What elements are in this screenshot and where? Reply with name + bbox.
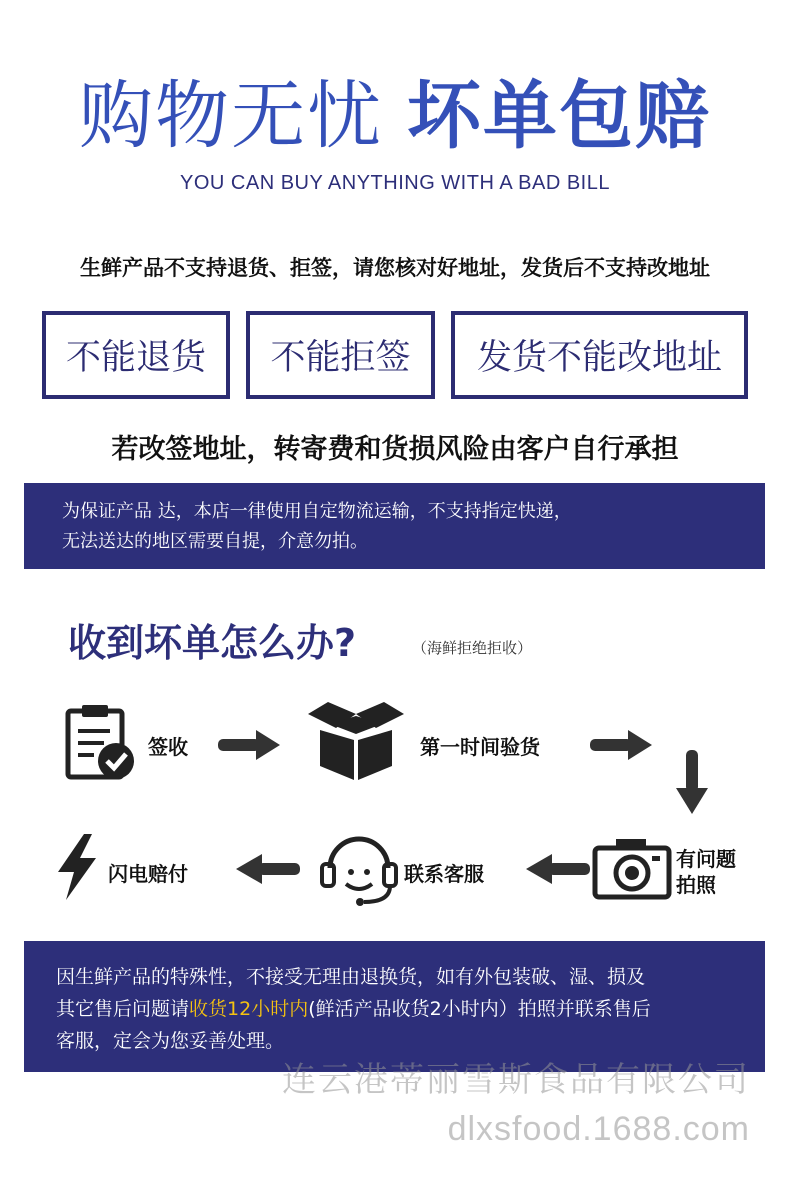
step-compensate: 闪电赔付 [108,862,188,886]
step-inspect: 第一时间验货 [420,735,540,759]
aftersale-highlight: 收货12小时内 [189,998,309,1020]
watermark-site: dlxsfood.1688.com [447,1110,750,1148]
step-sign: 签收 [148,735,188,759]
watermark-company: 连云港蒂丽雪斯食品有限公司 [282,1060,750,1100]
shipping-note-line1: 为保证产品 达，本店一律使用自定物流运输，不支持指定快递， [62,501,572,522]
shipping-note-line2: 无法送达的地区需要自提，介意勿拍。 [62,531,368,552]
policy-no-address-change: 发货不能改地址 [451,311,748,399]
arrow-left-icon [234,852,302,886]
headset-icon [318,834,400,908]
process-heading: 收到坏单怎么办? [68,621,357,665]
arrow-left-icon [524,852,592,886]
title-light: 购物无忧 [79,73,383,159]
title-bold: 坏单包赔 [407,73,711,159]
camera-icon [592,836,672,900]
box-icon [306,700,406,782]
arrow-down-icon [674,748,710,816]
policy-no-return: 不能退货 [42,311,230,399]
return-notice: 生鲜产品不支持退货、拒签，请您核对好地址，发货后不支持改地址 [80,256,710,280]
aftersale-line1: 因生鲜产品的特殊性，不接受无理由退换货，如有外包装破、湿、损及 [56,966,646,988]
aftersale-line2-a: 其它售后问题请 [56,998,190,1020]
aftersale-line3: 客服，定会为您妥善处理。 [56,1030,285,1052]
step-contact: 联系客服 [404,862,484,886]
aftersale-line2 [56,993,765,1025]
step-photo-line1: 有问题 [676,847,736,871]
shipping-note-band [24,483,765,569]
process-heading-note: （海鲜拒绝拒收） [412,639,533,657]
aftersale-line2-b: (鲜活产品收货2小时内）拍照并联系售后 [308,998,651,1020]
arrow-right-icon [216,728,282,762]
page-subtitle: YOU CAN BUY ANYTHING WITH A BAD BILL [180,172,610,194]
step-photo-line2: 拍照 [676,873,716,897]
reroute-warning: 若改签地址，转寄费和货损风险由客户自行承担 [111,434,679,465]
arrow-right-icon [588,728,654,762]
lightning-icon [54,832,100,902]
policy-no-reject: 不能拒签 [246,311,435,399]
clipboard-check-icon [64,703,140,783]
page-title [0,68,790,164]
step-photo [676,846,736,898]
